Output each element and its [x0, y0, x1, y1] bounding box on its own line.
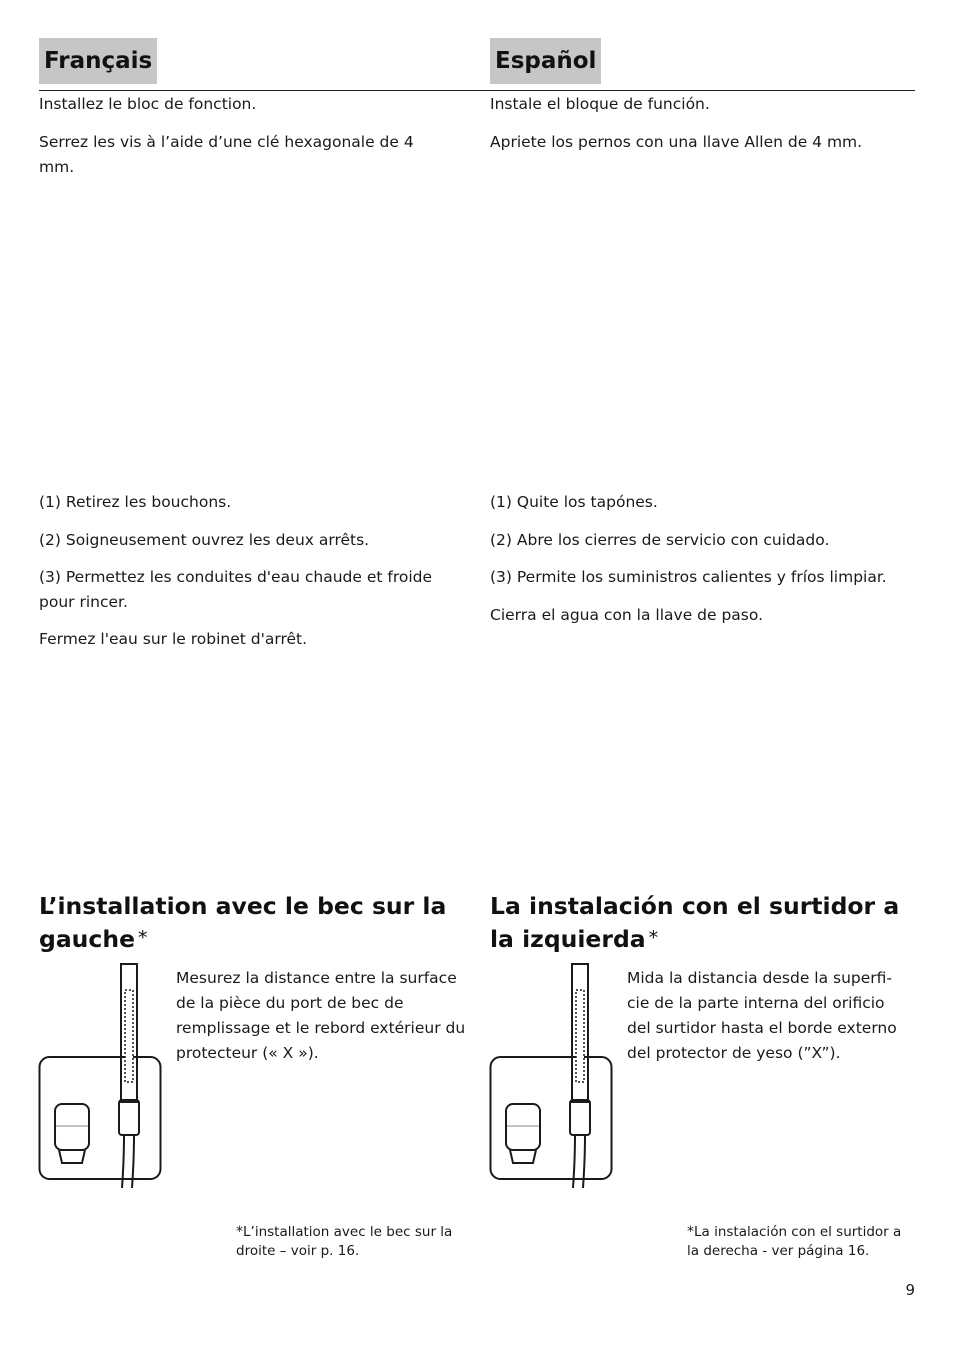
- lang-heading-spanish: Español: [490, 38, 601, 84]
- fr-spout-diagram: [38, 962, 164, 1190]
- fr-list-item-2: (2) Soigneusement ouvrez les deux arrêts.: [39, 531, 370, 549]
- es-shower-holder: [570, 1100, 590, 1135]
- es-shutoff-note: Cierra el agua con la llave de paso.: [490, 606, 764, 624]
- es-handle-base: [510, 1150, 536, 1163]
- es-wall-plate: [491, 1057, 612, 1179]
- header-rule-spanish: [464, 90, 915, 91]
- fr-heading-asterisk: *: [138, 927, 148, 949]
- fr-hose: [122, 1135, 134, 1188]
- fr-footnote: [236, 1223, 464, 1261]
- fr-footnote-asterisk: *: [236, 1224, 243, 1240]
- es-mixer-handle: [506, 1104, 540, 1150]
- fr-wall-plate: [40, 1057, 161, 1179]
- es-list-item-1: (1) Quite los tapónes.: [490, 493, 658, 511]
- es-list-item-2: (2) Abre los cierres de servicio con cuidado.: [490, 531, 830, 549]
- es-footnote-text: La instalación con el surtidor a la derecha - ver página 16.: [687, 1224, 902, 1259]
- fr-step-install: Installez le bloc de fonction.: [39, 95, 257, 113]
- fr-measure-text: Mesurez la distance entre la surface de la pièce du port de bec de remplissage et le rebord extérieur du protecteur (« X »).: [176, 969, 466, 1062]
- es-step-install: Instale el bloque de función.: [490, 95, 710, 113]
- fr-section-heading: [39, 890, 459, 955]
- es-footnote-asterisk: *: [687, 1224, 694, 1240]
- es-hose: [573, 1135, 585, 1188]
- fr-footnote-text: L’installation avec le bec sur la droite – voir p. 16.: [236, 1224, 453, 1259]
- es-spout-diagram: [489, 962, 615, 1190]
- fr-list-item-1: (1) Retirez les bouchons.: [39, 493, 232, 511]
- lang-heading-french: Français: [39, 38, 157, 84]
- fr-shutoff-note: Fermez l'eau sur le robinet d'arrêt.: [39, 630, 308, 648]
- page-number: 9: [905, 1281, 915, 1299]
- fr-mixer-handle: [55, 1104, 89, 1150]
- header-rule-french: [39, 90, 464, 91]
- es-list-item-3: (3) Permite los suministros calientes y fríos limpiar.: [490, 568, 887, 586]
- es-spray-face: [576, 990, 584, 1082]
- es-heading-asterisk: *: [648, 927, 659, 949]
- fr-heading-text: L’installation avec le bec sur la gauche: [39, 892, 447, 953]
- fr-shower-holder: [119, 1100, 139, 1135]
- es-measure-text: Mida la distancia desde la superfi-cie de la parte interna del orificio del surtidor hasta el borde externo del protector de yeso (”X”).: [627, 969, 897, 1062]
- fr-handle-base: [59, 1150, 85, 1163]
- fr-list-item-3: (3) Permettez les conduites d'eau chaude et froide pour rincer.: [39, 568, 433, 611]
- es-section-heading: [490, 890, 920, 955]
- fr-spray-face: [125, 990, 133, 1082]
- es-footnote: [687, 1223, 915, 1261]
- es-step-tighten: Apriete los pernos con una llave Allen de 4 mm.: [490, 133, 863, 151]
- fr-step-tighten: Serrez les vis à l’aide d’une clé hexagonale de 4 mm.: [39, 133, 414, 176]
- es-heading-text: La instalación con el surtidor a la izquierda: [490, 892, 900, 953]
